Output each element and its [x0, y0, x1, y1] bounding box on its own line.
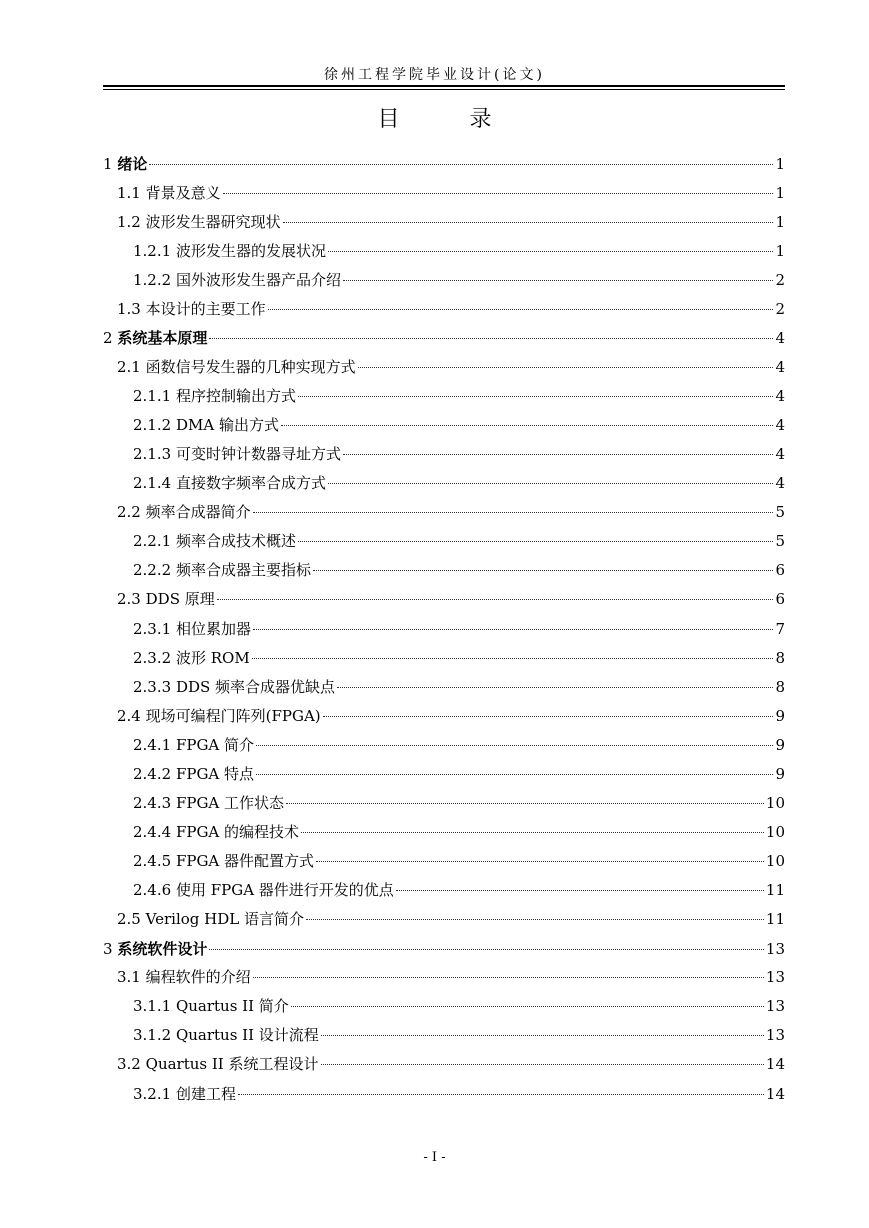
toc-entry-number: 2.4.5	[133, 852, 172, 871]
toc-entry-label	[133, 789, 284, 818]
toc-entry-number: 3.1	[117, 968, 141, 987]
toc-entry-title: 波形发生器的发展状况	[175, 241, 326, 260]
toc-entry[interactable]	[103, 702, 785, 731]
toc-entry[interactable]	[103, 963, 785, 992]
toc-entry[interactable]	[103, 1050, 785, 1079]
toc-entry[interactable]	[103, 673, 785, 702]
toc-entry-number: 2.1.3	[133, 444, 172, 463]
toc-entry-title: DDS 频率合成器优缺点	[175, 677, 336, 696]
toc-entry[interactable]	[103, 876, 785, 905]
toc-entry-number: 2.4.2	[133, 764, 172, 783]
toc-entry-title: Verilog HDL 语言简介	[145, 910, 304, 929]
toc-entry-label	[117, 179, 221, 208]
toc-entry-page: 4	[775, 329, 785, 348]
header-rule	[103, 85, 785, 87]
toc-entry-label	[133, 992, 289, 1021]
toc-entry[interactable]	[103, 935, 785, 964]
toc-entry[interactable]	[103, 818, 785, 847]
toc-entry-number: 2	[103, 329, 113, 348]
toc-entry-page: 2	[775, 299, 785, 318]
toc-entry-label	[117, 585, 215, 614]
toc-entry-label	[117, 1050, 319, 1079]
toc-entry-label	[133, 644, 250, 673]
toc-dot-leader	[281, 425, 774, 426]
toc-entry-number: 2.1.1	[133, 386, 172, 405]
toc-entry-page: 4	[775, 386, 785, 405]
toc-entry-title: FPGA 简介	[175, 735, 255, 754]
toc-entry-page: 4	[775, 474, 785, 493]
toc-entry-number: 2.3	[117, 590, 141, 609]
toc-entry-page: 2	[775, 270, 785, 289]
toc-entry[interactable]	[103, 353, 785, 382]
toc-dot-leader	[253, 629, 773, 630]
toc-entry-title: 本设计的主要工作	[145, 299, 266, 318]
toc-entry[interactable]	[103, 615, 785, 644]
toc-entry-label	[133, 527, 296, 556]
toc-entry-number: 1	[103, 155, 113, 173]
toc-title-right: 录	[469, 107, 492, 132]
toc-entry-page: 10	[765, 823, 785, 842]
toc-entry[interactable]	[103, 498, 785, 527]
toc-entry-page: 13	[765, 939, 785, 958]
toc-entry[interactable]	[103, 992, 785, 1021]
toc-entry-number: 2.3.2	[133, 648, 172, 667]
table-of-contents	[103, 150, 785, 1109]
toc-entry-title: 程序控制输出方式	[175, 386, 296, 405]
toc-title	[0, 102, 869, 133]
toc-entry-title: DDS 原理	[145, 590, 215, 609]
toc-entry-number: 2.1	[117, 357, 141, 376]
toc-entry-page: 5	[775, 532, 785, 551]
toc-dot-leader	[291, 1006, 764, 1007]
toc-entry-page: 9	[775, 706, 785, 725]
toc-entry-label	[117, 208, 281, 237]
toc-entry-label	[133, 615, 251, 644]
toc-entry-label	[133, 266, 341, 295]
toc-entry-number: 2.3.3	[133, 677, 172, 696]
toc-entry-label	[133, 818, 299, 847]
toc-dot-leader	[149, 164, 773, 165]
toc-dot-leader	[253, 512, 774, 513]
toc-entry-page: 9	[775, 764, 785, 783]
toc-entry-page: 7	[775, 619, 785, 638]
toc-entry-label	[133, 382, 296, 411]
toc-entry-page: 13	[765, 997, 785, 1016]
toc-entry-number: 1.1	[117, 183, 141, 202]
toc-entry-title: 函数信号发生器的几种实现方式	[145, 357, 356, 376]
toc-entry-page: 5	[775, 503, 785, 522]
toc-entry-number: 3.2.1	[133, 1084, 172, 1103]
page-number: - I -	[423, 1150, 446, 1165]
toc-entry-page: 1	[775, 212, 785, 231]
toc-entry-title: 系统基本原理	[117, 329, 208, 348]
toc-entry-label	[133, 673, 335, 702]
toc-entry-title: 频率合成技术概述	[175, 532, 296, 551]
toc-dot-leader	[217, 599, 774, 600]
toc-entry-page: 6	[775, 561, 785, 580]
toc-entry[interactable]	[103, 760, 785, 789]
toc-entry-number: 2.1.4	[133, 474, 172, 493]
toc-entry-label	[103, 150, 147, 179]
toc-entry[interactable]	[103, 556, 785, 585]
toc-entry-number: 3	[103, 939, 113, 958]
toc-entry-number: 1.2	[117, 212, 141, 231]
toc-entry-page: 4	[775, 415, 785, 434]
toc-entry[interactable]	[103, 411, 785, 440]
toc-entry-title: 国外波形发生器产品介绍	[175, 270, 341, 289]
toc-entry-title: 创建工程	[175, 1084, 236, 1103]
toc-entry-label	[133, 440, 341, 469]
toc-entry[interactable]	[103, 1080, 785, 1109]
toc-entry-number: 2.4.3	[133, 794, 172, 813]
toc-entry-page: 8	[775, 677, 785, 696]
toc-dot-leader	[253, 977, 764, 978]
toc-entry-title: Quartus II 系统工程设计	[145, 1055, 319, 1074]
toc-entry[interactable]	[103, 266, 785, 295]
toc-entry-title: 背景及意义	[145, 183, 221, 202]
toc-entry-title: FPGA 工作状态	[175, 794, 285, 813]
toc-entry-label	[117, 963, 251, 992]
toc-dot-leader	[321, 1035, 764, 1036]
toc-entry[interactable]	[103, 150, 785, 179]
toc-entry-number: 2.2	[117, 503, 141, 522]
toc-entry[interactable]	[103, 847, 785, 876]
toc-entry-title: DMA 输出方式	[175, 415, 279, 434]
toc-entry-label	[133, 1021, 319, 1050]
toc-entry[interactable]	[103, 644, 785, 673]
toc-entry[interactable]	[103, 1021, 785, 1050]
toc-entry-page: 13	[765, 968, 785, 987]
page-header: 徐州工程学院毕业设计(论文)	[324, 67, 545, 83]
toc-entry-page: 13	[765, 1026, 785, 1045]
toc-entry-number: 2.1.2	[133, 415, 172, 434]
toc-entry-page: 11	[765, 910, 785, 929]
toc-dot-leader	[358, 367, 774, 368]
toc-dot-leader	[328, 251, 773, 252]
toc-entry-label	[117, 905, 304, 934]
toc-entry-page: 14	[765, 1084, 785, 1103]
toc-entry-label	[133, 731, 254, 760]
toc-entry-title: 直接数字频率合成方式	[175, 474, 326, 493]
toc-entry-title: FPGA 的编程技术	[175, 823, 300, 842]
toc-dot-leader	[209, 949, 764, 950]
toc-entry-title: 波形 ROM	[175, 648, 250, 667]
toc-dot-leader	[268, 309, 774, 310]
toc-entry-number: 3.2	[117, 1055, 141, 1074]
toc-entry-title: 使用 FPGA 器件进行开发的优点	[175, 881, 394, 900]
toc-entry[interactable]	[103, 731, 785, 760]
toc-entry-number: 2.4.1	[133, 735, 172, 754]
toc-entry-title: 波形发生器研究现状	[145, 212, 281, 231]
toc-entry-label	[117, 353, 356, 382]
toc-dot-leader	[316, 861, 764, 862]
toc-entry-page: 11	[765, 881, 785, 900]
toc-entry-label	[133, 469, 326, 498]
toc-entry-number: 2.2.1	[133, 532, 172, 551]
toc-dot-leader	[298, 541, 773, 542]
toc-entry-title: FPGA 器件配置方式	[175, 852, 315, 871]
toc-entry-title: Quartus II 简介	[175, 997, 289, 1016]
toc-entry[interactable]	[103, 527, 785, 556]
toc-dot-leader	[298, 396, 773, 397]
toc-dot-leader	[283, 222, 774, 223]
toc-entry-label	[133, 760, 254, 789]
toc-dot-leader	[286, 803, 764, 804]
toc-dot-leader	[321, 1064, 764, 1065]
toc-entry[interactable]	[103, 469, 785, 498]
toc-entry[interactable]	[103, 440, 785, 469]
toc-entry-label	[133, 876, 394, 905]
toc-entry-number: 2.4.4	[133, 823, 172, 842]
toc-entry-title: 可变时钟计数器寻址方式	[175, 444, 341, 463]
toc-entry-page: 4	[775, 444, 785, 463]
toc-entry-label	[103, 935, 207, 964]
toc-entry-label	[133, 411, 279, 440]
header-rule-thin	[103, 89, 785, 90]
toc-entry-page: 1	[775, 183, 785, 202]
toc-dot-leader	[328, 483, 773, 484]
toc-entry-page: 1	[775, 155, 785, 173]
toc-dot-leader	[223, 193, 774, 194]
toc-entry-page: 8	[775, 648, 785, 667]
toc-entry-number: 2.3.1	[133, 619, 172, 638]
toc-entry-number: 2.2.2	[133, 561, 172, 580]
toc-entry-title: FPGA 特点	[175, 764, 255, 783]
toc-entry-label	[117, 295, 266, 324]
toc-entry[interactable]	[103, 208, 785, 237]
toc-entry-number: 1.2.2	[133, 270, 172, 289]
toc-entry[interactable]	[103, 237, 785, 266]
toc-dot-leader	[209, 338, 773, 339]
toc-entry-number: 2.5	[117, 910, 141, 929]
toc-entry-label	[103, 324, 207, 353]
toc-entry-page: 14	[765, 1055, 785, 1074]
toc-dot-leader	[337, 687, 773, 688]
toc-entry-title: 频率合成器主要指标	[175, 561, 311, 580]
toc-entry-page: 10	[765, 852, 785, 871]
toc-entry-label	[117, 702, 321, 731]
toc-dot-leader	[343, 280, 773, 281]
toc-entry[interactable]	[103, 382, 785, 411]
toc-dot-leader	[323, 716, 774, 717]
toc-dot-leader	[313, 570, 773, 571]
toc-entry[interactable]	[103, 179, 785, 208]
toc-entry[interactable]	[103, 585, 785, 614]
toc-dot-leader	[306, 919, 764, 920]
toc-entry-number: 3.1.1	[133, 997, 172, 1016]
toc-entry-page: 4	[775, 357, 785, 376]
toc-entry-title: 绪论	[117, 155, 148, 173]
toc-entry-page: 1	[775, 241, 785, 260]
toc-title-left: 目	[377, 107, 400, 132]
toc-entry-title: 编程软件的介绍	[145, 968, 251, 987]
toc-dot-leader	[301, 832, 764, 833]
toc-entry[interactable]	[103, 789, 785, 818]
toc-entry[interactable]	[103, 295, 785, 324]
toc-entry-label	[133, 237, 326, 266]
toc-dot-leader	[396, 890, 764, 891]
toc-dot-leader	[256, 745, 773, 746]
toc-entry-label	[133, 847, 314, 876]
toc-entry-label	[117, 498, 251, 527]
toc-entry-title: Quartus II 设计流程	[175, 1026, 319, 1045]
toc-dot-leader	[343, 454, 773, 455]
toc-entry[interactable]	[103, 324, 785, 353]
toc-dot-leader	[238, 1094, 764, 1095]
toc-entry-page: 9	[775, 735, 785, 754]
toc-entry-page: 6	[775, 590, 785, 609]
toc-entry-label	[133, 556, 311, 585]
toc-entry-title: 系统软件设计	[117, 939, 208, 958]
toc-entry-number: 2.4.6	[133, 881, 172, 900]
toc-entry-number: 3.1.2	[133, 1026, 172, 1045]
toc-dot-leader	[256, 774, 773, 775]
toc-entry-title: 相位累加器	[175, 619, 251, 638]
toc-entry-label	[133, 1080, 236, 1109]
toc-entry-number: 1.2.1	[133, 241, 172, 260]
toc-dot-leader	[252, 658, 774, 659]
toc-entry-number: 2.4	[117, 706, 141, 725]
toc-entry-page: 10	[765, 794, 785, 813]
toc-entry-title: 频率合成器简介	[145, 503, 251, 522]
toc-entry-number: 1.3	[117, 299, 141, 318]
toc-entry[interactable]	[103, 905, 785, 934]
toc-entry-title: 现场可编程门阵列(FPGA)	[145, 706, 321, 725]
